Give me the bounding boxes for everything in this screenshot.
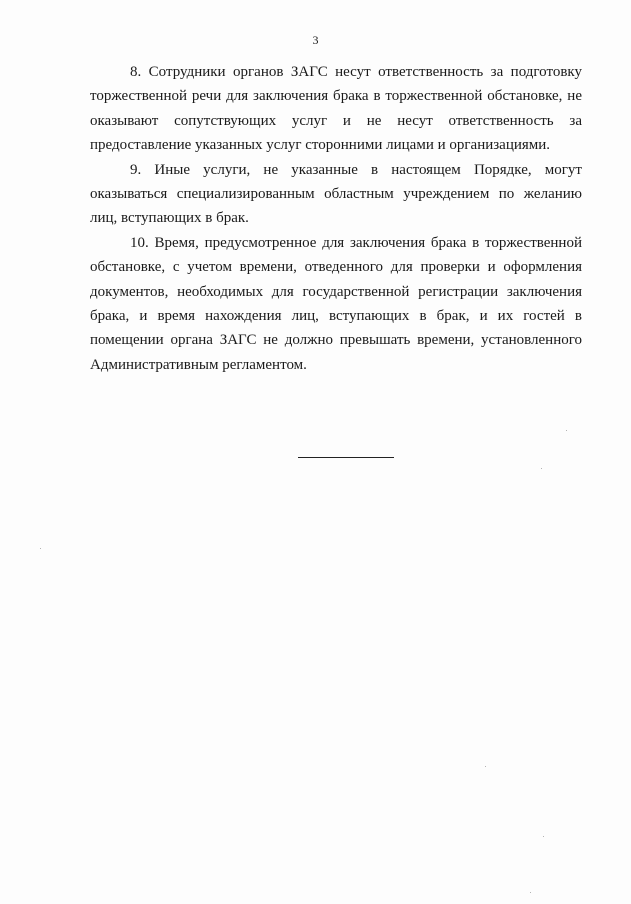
scan-speck — [541, 468, 542, 469]
paragraph-8: 8. Сотрудники органов ЗАГС несут ответственность за подготовку торжественной речи для заключения брака в торжественной обстановке, не оказывают сопутствующих услуг и не несут ответственность за предоставление указанных услуг сторонними лицами и организациями. — [90, 64, 582, 154]
document-body — [90, 60, 582, 377]
paragraph-9: 9. Иные услуги, не указанные в настоящем Порядке, могут оказываться специализированным областным учреждением по желанию лиц, вступающих в брак. — [90, 161, 582, 227]
scan-speck — [40, 548, 41, 549]
scan-speck — [530, 892, 531, 893]
scan-speck — [566, 430, 567, 431]
scan-speck — [543, 836, 544, 837]
end-divider-line — [298, 457, 394, 458]
page-number: 3 — [312, 33, 319, 47]
paragraph-10: 10. Время, предусмотренное для заключения брака в торжественной обстановке, с учетом времени, отведенного для проверки и оформления документов, необходимых для государственной регистрации заключения брака, и время нахождения лиц, вступающих в брак, и их гостей в помещении органа ЗАГС не должно превышать времени, установленного Административным регламентом. — [90, 234, 582, 373]
scan-speck — [485, 766, 486, 767]
